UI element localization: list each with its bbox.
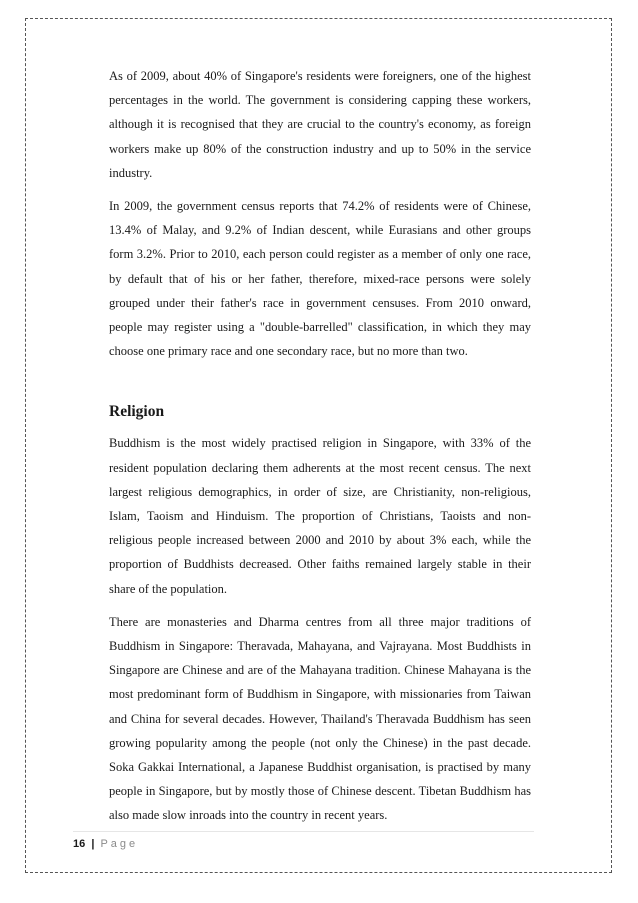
paragraph-census: In 2009, the government census reports that 74.2% of residents were of Chinese, 13.4% of Malay, and 9.2% of Indian descent, while Eurasians and other groups form 3.2%. Prior to 2010, each person could register as a member of only one race, by default that of his or her father, therefore, mixed-race persons were solely grouped under their father's race in government censuses. From 2010 onward, people may register using a "double-barrelled" classification, in which they may choose one primary race and one secondary race, but no more than two. [109, 199, 531, 359]
page-number: 16 [73, 838, 86, 850]
paragraph-foreigners: As of 2009, about 40% of Singapore's residents were foreigners, one of the highest percentages in the world. The government is considering capping these workers, although it is recognised that they are crucial to the country's economy, as foreign workers make up 80% of the construction industry and up to 50% in the service industry. [109, 69, 531, 180]
section-heading-religion: Religion [109, 403, 165, 421]
footer-separator: | [91, 838, 95, 850]
page-content [109, 64, 531, 837]
page-label: Page [100, 838, 139, 850]
paragraph-buddhism-traditions: There are monasteries and Dharma centres from all three major traditions of Buddhism in Singapore: Theravada, Mahayana, and Vajrayana. Most Buddhists in Singapore are Chinese and are of the Mahayana tradition. Chinese Mahayana is the most predominant form of Buddhism in Singapore, with missionaries from Taiwan and China for several decades. However, Thailand's Theravada Buddhism has seen growing popularity among the people (not only the Chinese) in the past decade. Soka Gakkai International, a Japanese Buddhist organisation, is practised by many people in Singapore, but by mostly those of Chinese descent. Tibetan Buddhism has also made slow inroads into the country in recent years. [109, 614, 531, 823]
page-footer [73, 837, 138, 851]
footer-divider [73, 831, 534, 832]
paragraph-buddhism-stats: Buddhism is the most widely practised religion in Singapore, with 33% of the resident population declaring them adherents at the most recent census. The next largest religious demographics, in order of size, are Christianity, non-religious, Islam, Taoism and Hinduism. The proportion of Christians, Taoists and non-religious people increased between 2000 and 2010 by about 3% each, while the proportion of Buddhists decreased. Other faiths remained largely stable in their share of the population. [109, 436, 531, 596]
